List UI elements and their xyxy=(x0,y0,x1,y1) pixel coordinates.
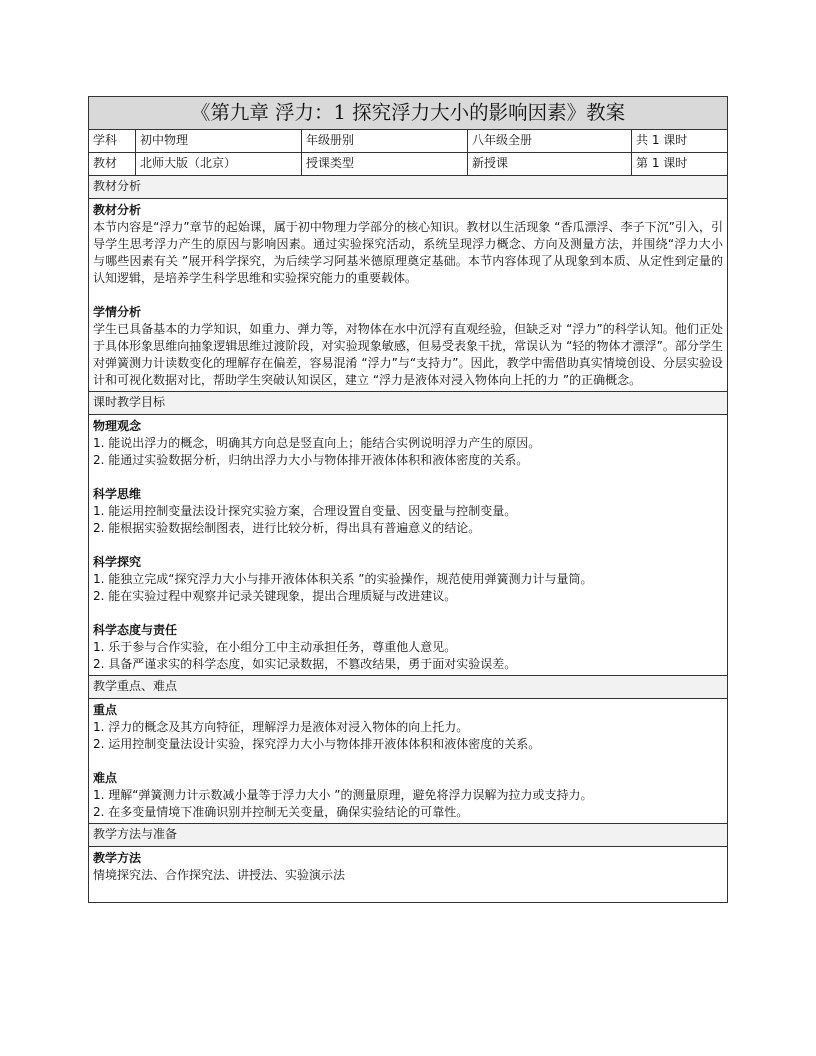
list-item: 1. 乐于参与合作实验，在小组分工中主动承担任务，尊重他人意见。 xyxy=(93,640,457,654)
list-item: 2. 具备严谨求实的科学态度，如实记录数据，不篡改结果，勇于面对实验误差。 xyxy=(93,657,517,671)
paragraph-student-analysis: 学生已具备基本的力学知识，如重力、弹力等，对物体在水中沉浮有直观经验，但缺乏对 “浮力”的科学认知。他们正处于具体形象思维向抽象逻辑思维过渡阶段，对实验现象敏感，但易受表象干扰，常误认为 “轻的物体才漂浮”。部分学生对弹簧测力计读数变化的理解存在偏差，容易混淆 “浮力”与“支持力”。因此，教学中需借助真实情境创设、分层实验设计和可视化数据对比，帮助学生突破认知误区，建立 “浮力是液体对浸入物体向上托的力 ”的正确概念。 xyxy=(93,322,723,387)
list-item: 1. 能运用控制变量法设计探究实验方案，合理设置自变量、因变量与控制变量。 xyxy=(93,504,517,518)
subheading-textbook-analysis: 教材分析 xyxy=(93,203,142,217)
label-lesson-type: 授课类型 xyxy=(302,153,468,175)
subheading-student-analysis: 学情分析 xyxy=(93,305,142,319)
document-title: 《第九章 浮力：1 探究浮力大小的影响因素》教案 xyxy=(89,97,727,130)
list-item: 1. 能独立完成“探究浮力大小与排开液体体积关系 ”的实验操作，规范使用弹簧测力计与量筒。 xyxy=(93,572,593,586)
value-textbook: 北师大版（北京） xyxy=(136,153,302,175)
subheading-difficult-points: 难点 xyxy=(93,771,118,785)
subheading-attitude-responsibility: 科学态度与责任 xyxy=(93,623,178,637)
lesson-plan-table xyxy=(88,96,728,903)
list-item: 2. 能通过实验数据分析，归纳出浮力大小与物体排开液体体积和液体密度的关系。 xyxy=(93,453,529,467)
subheading-key-points: 重点 xyxy=(93,703,118,717)
subheading-teaching-methods: 教学方法 xyxy=(93,851,142,865)
label-textbook: 教材 xyxy=(89,153,136,175)
section-header-objectives: 课时教学目标 xyxy=(89,392,727,415)
subheading-scientific-inquiry: 科学探究 xyxy=(93,555,142,569)
paragraph-textbook-analysis: 本节内容是“浮力”章节的起始课，属于初中物理力学部分的核心知识。教材以生活现象 “香瓜漂浮、李子下沉”引入，引导学生思考浮力产生的原因与影响因素。通过实验探究活动，系统呈现浮力概念、方向及测量方法，并围绕“浮力大小与哪些因素有关 ”展开科学探究，为后续学习阿基米德原理奠定基础。本节内容体现了从现象到本质、从定性到定量的认知逻辑，是培养学生科学思维和实验探究能力的重要载体。 xyxy=(93,220,723,285)
section-header-textbook-analysis: 教材分析 xyxy=(89,176,727,199)
section-header-methods: 教学方法与准备 xyxy=(89,824,727,847)
section-header-key-difficult: 教学重点、难点 xyxy=(89,676,727,699)
value-subject: 初中物理 xyxy=(136,130,302,152)
value-total-hours: 共 1 课时 xyxy=(636,133,688,147)
subheading-scientific-thinking: 科学思维 xyxy=(93,487,142,501)
section-body-methods xyxy=(89,847,727,902)
list-item: 2. 在多变量情境下准确识别并控制无关变量，确保实验结论的可靠性。 xyxy=(93,805,469,819)
list-item: 2. 能在实验过程中观察并记录关键现象，提出合理质疑与改进建议。 xyxy=(93,589,457,603)
section-body-objectives xyxy=(89,415,727,676)
list-item: 2. 能根据实验数据绘制图表，进行比较分析，得出具有普遍意义的结论。 xyxy=(93,521,481,535)
subheading-physics-concept: 物理观念 xyxy=(93,419,142,433)
list-item: 1. 浮力的概念及其方向特征，理解浮力是液体对浸入物体的向上托力。 xyxy=(93,720,469,734)
section-body-key-difficult xyxy=(89,699,727,824)
info-row-textbook xyxy=(89,153,727,176)
list-item: 1. 能说出浮力的概念，明确其方向总是竖直向上；能结合实例说明浮力产生的原因。 xyxy=(93,436,541,450)
info-row-subject xyxy=(89,130,727,153)
section-body-textbook-analysis xyxy=(89,199,727,392)
value-lesson-type: 新授课 xyxy=(468,153,632,175)
list-item: 1. 理解“弹簧测力计示数减小量等于浮力大小 ”的测量原理，避免将浮力误解为拉力或支持力。 xyxy=(93,788,593,802)
value-grade: 八年级全册 xyxy=(468,130,632,152)
label-grade: 年级册别 xyxy=(302,130,468,152)
list-item: 2. 运用控制变量法设计实验，探究浮力大小与物体排开液体体积和液体密度的关系。 xyxy=(93,737,541,751)
value-current-hour: 第 1 课时 xyxy=(636,156,688,170)
label-subject: 学科 xyxy=(89,130,136,152)
paragraph-teaching-methods: 情境探究法、合作探究法、讲授法、实验演示法 xyxy=(93,868,346,882)
